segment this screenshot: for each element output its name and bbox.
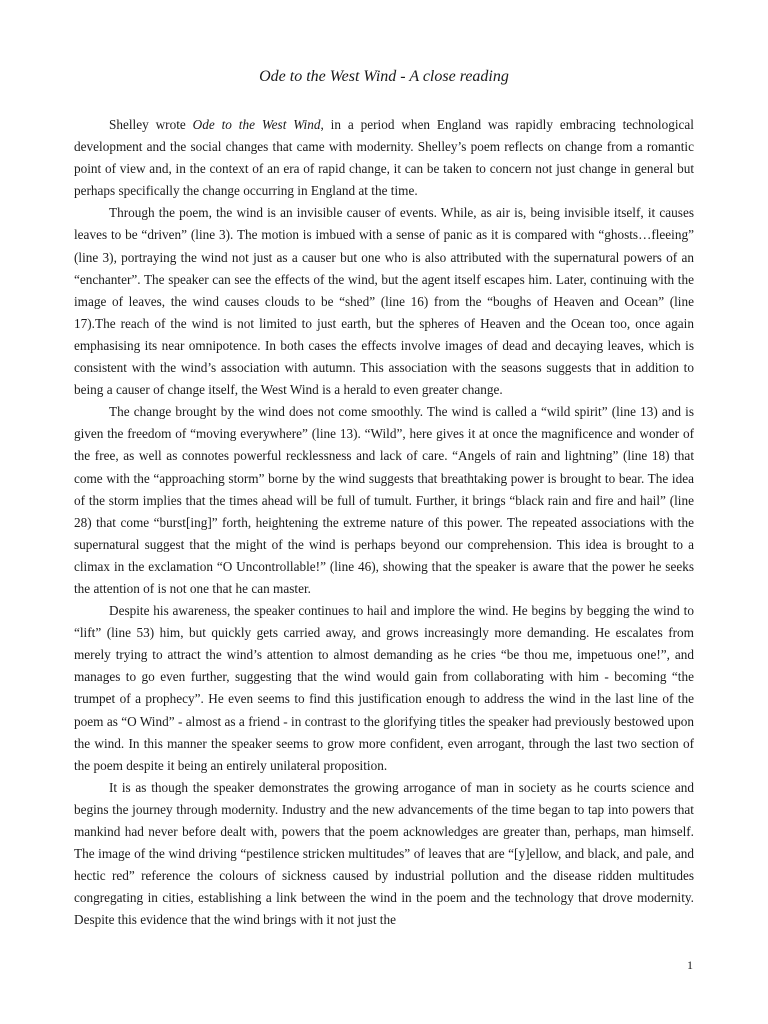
- paragraph-4: [74, 600, 694, 777]
- page-number: 1: [687, 958, 693, 972]
- paragraph-3-text: The change brought by the wind does not come smoothly. The wind is called a “wild spirit” (line 13) and is given the freedom of “moving everywhere” (line 13). “Wild”, here gives it at once the magnificence and wonder of the free, as well as connotes powerful recklessness and lack of care. “Angels of rain and lightning” (line 18) that come with the “approaching storm” borne by the wind suggests that breathtaking power is brought to bear. The idea of the storm implies that the times ahead will be full of tumult. Further, it brings “black rain and fire and hail” (line 28) that come “burst[ing]” forth, heightening the extreme nature of this power. The repeated associations with the supernatural suggest that the might of the wind is perhaps beyond our comprehension. This idea is brought to a climax in the exclamation “O Uncontrollable!” (line 46), showing that the speaker is aware that the power he seeks the attention of is not one that he can master.: [74, 404, 694, 596]
- paragraph-2: [74, 202, 694, 401]
- paragraph-1-text-start: Shelley wrote: [109, 117, 193, 132]
- paragraph-4-text: Despite his awareness, the speaker continues to hail and implore the wind. He begins by begging the wind to “lift” (line 53) him, but quickly gets carried away, and grows increasingly more demanding. He escalates from merely trying to attract the wind’s attention to almost demanding as he cries “be thou me, impetuous one!”, and manages to go even further, suggesting that the wind would gain from collaborating with him - becoming “the trumpet of a prophecy”. He even seems to find this justification enough to address the wind in the last line of the poem as “O Wind” - almost as a friend - in contrast to the glorifying titles the speaker had previously bestowed upon the wind. In this manner the speaker seems to grow more confident, even arrogant, through the last two section of the poem despite it being an entirely unilateral proposition.: [74, 603, 694, 773]
- document-body: [74, 114, 694, 931]
- paragraph-1-text-end: , in a period when England was rapidly embracing technological development and the social changes that came with modernity. Shelley’s poem reflects on change from a romantic point of view and, in the context of an era of rapid change, it can be taken to concern not just change in general but perhaps specifically the change occurring in England at the time.: [74, 117, 694, 199]
- paragraph-2-text: Through the poem, the wind is an invisible causer of events. While, as air is, being invisible itself, it causes leaves to be “driven” (line 3). The motion is imbued with a sense of panic as it is compared with “ghosts…fleeing” (line 3), portraying the wind not just as a causer but one who is also attributed with the supernatural powers of an “enchanter”. The speaker can see the effects of the wind, but the agent itself escapes him. Later, continuing with the image of leaves, the wind causes clouds to be “shed” (line 16) from the “boughs of Heaven and Ocean” (line 17).The reach of the wind is not limited to just earth, but the spheres of Heaven and the Ocean too, once again emphasising its near omnipotence. In both cases the effects involve images of dead and decaying leaves, which is consistent with the wind’s association with autumn. This association with the seasons suggests that in addition to being a causer of change itself, the West Wind is a herald to even greater change.: [74, 205, 694, 398]
- paragraph-1: [74, 114, 694, 202]
- paragraph-1-poem-title: Ode to the West Wind: [192, 117, 321, 132]
- paragraph-5: [74, 777, 694, 932]
- document-title: Ode to the West Wind - A close reading: [259, 68, 509, 85]
- paragraph-3: [74, 401, 694, 600]
- paragraph-5-text: It is as though the speaker demonstrates the growing arrogance of man in society as he courts science and begins the journey through modernity. Industry and the new advancements of the time began to tap into powers that mankind had never before dealt with, powers that the poem acknowledges are greater than, perhaps, man himself. The image of the wind driving “pestilence stricken multitudes” of leaves that are “[y]ellow, and black, and pale, and hectic red” reference the colours of sickness caused by industrial pollution and the disease ridden multitudes congregating in cities, establishing a link between the wind in the poem and the technology that drove modernity. Despite this evidence that the wind brings with it not just the: [74, 779, 694, 928]
